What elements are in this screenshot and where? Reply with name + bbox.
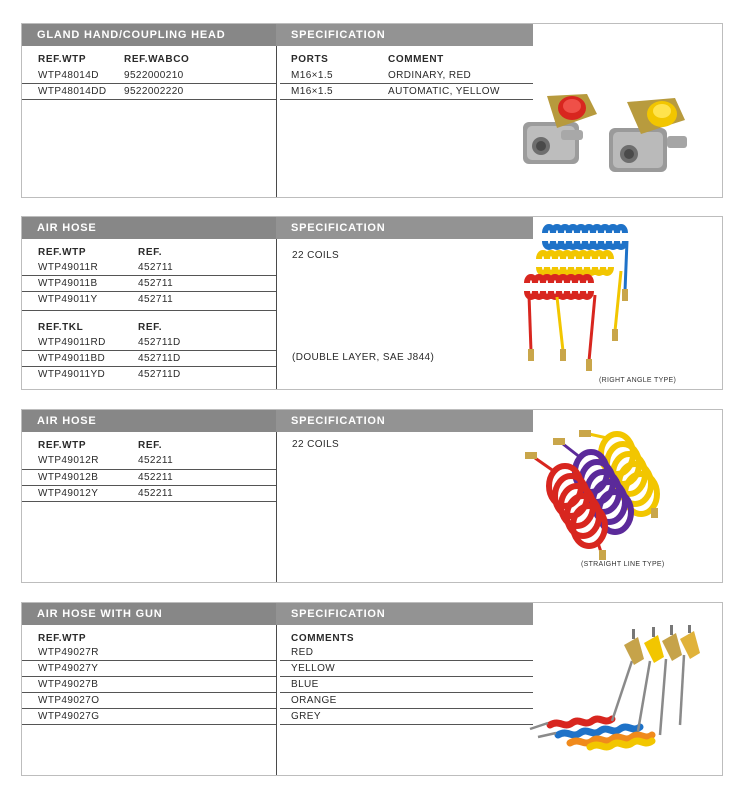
table-cell: WTP49011BD: [38, 353, 106, 364]
table-cell: WTP49011Y: [38, 294, 98, 305]
table-cell: M16×1.5: [291, 86, 333, 97]
table-cell: M16×1.5: [291, 70, 333, 81]
table-cell: ORDINARY, RED: [388, 70, 472, 81]
table-cell: YELLOW: [291, 663, 336, 674]
section-air-hose-straight: [21, 409, 723, 583]
table-cell: RED: [291, 647, 314, 658]
row-divider: [280, 724, 533, 725]
table-cell: WTP49027O: [38, 695, 100, 706]
table-cell: WTP49012R: [38, 455, 99, 466]
table-cell: WTP49011B: [38, 278, 98, 289]
image-caption: (RIGHT ANGLE TYPE): [599, 377, 677, 384]
section-air-hose-with-gun: [21, 602, 723, 776]
table-cell: AUTOMATIC, YELLOW: [388, 86, 500, 97]
table-cell: WTP49012Y: [38, 488, 99, 499]
table-cell: 9522002220: [124, 86, 184, 97]
table-cell: 452711D: [138, 369, 181, 380]
table-cell: WTP49011YD: [38, 369, 106, 380]
table-cell: 452711D: [138, 353, 181, 364]
row-divider: [22, 99, 276, 100]
column-divider: [276, 625, 277, 775]
image-caption: (STRAIGHT LINE TYPE): [581, 561, 665, 568]
coiled-hose-image: [517, 221, 717, 383]
table-cell: WTP49011R: [38, 262, 99, 273]
table-cell: 452711: [138, 278, 174, 289]
hose-with-gun-image: [520, 625, 716, 751]
col-header-ref: REF.: [138, 322, 163, 333]
col-header-ref-wtp: REF.WTP: [38, 440, 87, 451]
section-air-hose-right-angle: [21, 216, 723, 390]
col-header-ref-wtp: REF.WTP: [38, 247, 87, 258]
table-cell: WTP48014D: [38, 70, 99, 81]
table-cell: 452211: [138, 455, 174, 466]
section-title: AIR HOSE: [22, 217, 276, 239]
spec-note: (DOUBLE LAYER, SAE J844): [292, 352, 435, 363]
coiled-hose-image: [517, 424, 717, 564]
column-divider: [276, 239, 277, 389]
table-cell: 452711D: [138, 337, 181, 348]
col-header-ref-wtp: REF.WTP: [38, 633, 87, 644]
table-cell: ORANGE: [291, 695, 337, 706]
row-divider: [22, 501, 276, 502]
col-header-ref-wtp: REF.WTP: [38, 54, 87, 65]
row-divider: [280, 99, 533, 100]
spec-title: SPECIFICATION: [276, 24, 533, 46]
table-cell: 452711: [138, 262, 174, 273]
table-cell: 9522000210: [124, 70, 184, 81]
table-cell: WTP49012B: [38, 472, 99, 483]
col-header-ref-tkl: REF.TKL: [38, 322, 84, 333]
table-cell: 452211: [138, 488, 174, 499]
table-cell: WTP49027R: [38, 647, 99, 658]
gland-hand-image: [517, 84, 717, 184]
col-header-comment: COMMENT: [388, 54, 444, 65]
table-cell: WTP49027B: [38, 679, 99, 690]
table-cell: WTP49027Y: [38, 663, 99, 674]
section-title: AIR HOSE: [22, 410, 276, 432]
spec-coils: 22 COILS: [292, 250, 340, 261]
row-divider: [22, 310, 276, 311]
table-cell: BLUE: [291, 679, 319, 690]
table-cell: 452711: [138, 294, 174, 305]
table-cell: 452211: [138, 472, 174, 483]
section-title: AIR HOSE WITH GUN: [22, 603, 276, 625]
col-header-ref: REF.: [138, 247, 163, 258]
section-title: GLAND HAND/COUPLING HEAD: [22, 24, 276, 46]
row-divider: [22, 724, 276, 725]
spec-title: SPECIFICATION: [276, 217, 533, 239]
column-divider: [276, 46, 277, 197]
col-header-ref: REF.: [138, 440, 163, 451]
table-cell: WTP49027G: [38, 711, 100, 722]
column-divider: [276, 432, 277, 582]
col-header-comments: COMMENTS: [291, 633, 355, 644]
col-header-ports: PORTS: [291, 54, 329, 65]
spec-title: SPECIFICATION: [276, 410, 533, 432]
section-gland-hand: [21, 23, 723, 198]
table-cell: WTP49011RD: [38, 337, 106, 348]
table-cell: GREY: [291, 711, 321, 722]
spec-coils: 22 COILS: [292, 439, 340, 450]
col-header-ref-wabco: REF.WABCO: [124, 54, 190, 65]
spec-title: SPECIFICATION: [276, 603, 533, 625]
table-cell: WTP48014DD: [38, 86, 107, 97]
